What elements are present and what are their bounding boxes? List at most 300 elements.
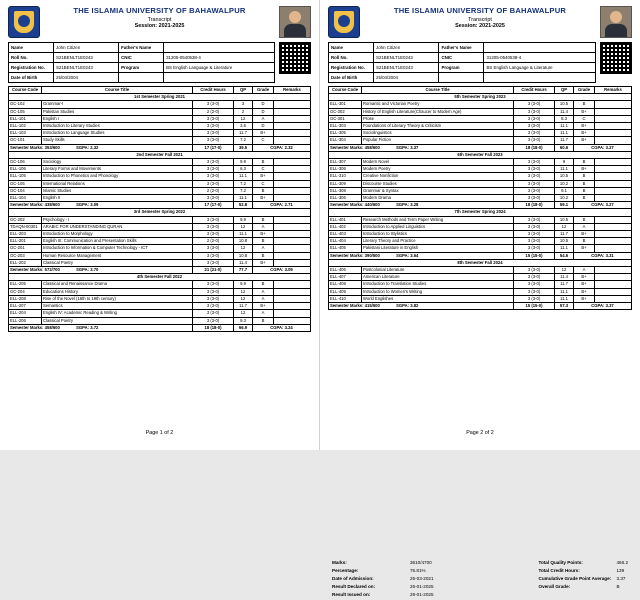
student-info-table [8,42,275,83]
table-cell: Introduction to Phonetics and Phonology [42,173,193,180]
summary-label: Overall Grade: [538,584,571,590]
table-cell: Prose [362,115,514,122]
table-row [329,43,596,53]
table-cell: 3 (3-0) [193,259,234,266]
table-cell [595,245,632,252]
table-cell: ELL-306 [329,195,362,202]
table-cell: 9 [555,159,574,166]
table-cell: ELL-301 [329,101,362,108]
summary-value: 76.81% [410,568,426,574]
table-cell: A [253,310,274,317]
father-value [164,43,275,53]
semester-title: 6th Semester Fall 2023 [329,151,632,158]
table-row [329,231,632,238]
table-cell [274,295,311,302]
table-cell: GC-105 [9,180,42,187]
table-cell: 3 (3-0) [514,216,555,223]
table-cell: ELL-305 [329,130,362,137]
table-cell: Classical Poetry [42,259,193,266]
column-header: Course Code [9,87,42,94]
table-cell: 3 (3-0) [514,281,555,288]
table-cell: 11.4 [234,259,253,266]
table-cell: 11.7 [234,303,253,310]
summary-row [332,592,434,597]
semester-credit-hours: 17 (17-0) [193,144,234,151]
table-cell [595,123,632,130]
table-row [329,180,632,187]
table-cell: 8.3 [555,115,574,122]
table-cell: 10.5 [555,101,574,108]
table-cell: 3 (3-0) [514,123,555,130]
table-cell: 9.1 [555,187,574,194]
table-row [9,53,275,63]
table-row [329,108,632,115]
table-row [329,137,632,144]
page1-header [8,6,311,38]
table-cell: 10.5 [555,216,574,223]
table-row [9,130,311,137]
table-cell: C [253,180,274,187]
table-row [329,238,632,245]
table-cell [274,216,311,223]
table-cell: 11.1 [555,245,574,252]
table-cell: Introduction to Literary Studies [42,123,193,130]
table-cell: 11.1 [234,173,253,180]
table-cell [274,281,311,288]
table-cell: B [574,180,595,187]
table-cell: ARABIC FOR UNDERSTANDING QURAN [42,223,193,230]
table-cell: 11.7 [555,281,574,288]
table-cell: 3 (3-0) [514,223,555,230]
table-cell: Literary Forms and Movements [42,166,193,173]
dob-label: Date of Birth [329,73,374,83]
summary-value: 139 [616,568,625,574]
transcript-label: Transcript [147,17,172,23]
table-cell: 3 (3-0) [193,317,234,324]
qr-code-icon [279,42,311,74]
dob-value: 25/04/2004 [374,73,439,83]
table-row [9,115,311,122]
semester-title: 1st Semester Spring 2021 [9,94,311,101]
table-cell: Pakistan Studies [42,108,193,115]
table-cell: 9.9 [234,216,253,223]
table-cell: B+ [574,137,595,144]
table-cell: Introduction to Translation Studies [362,281,514,288]
table-cell: B+ [574,231,595,238]
table-cell: D [253,123,274,130]
program-value: BS English Language & Literature [484,63,596,73]
semester-marks: Semester Marks: 572/700 SGPA: 3.70 [9,267,193,274]
table-cell [274,166,311,173]
table-cell: Romantic and Victorian Poetry [362,101,514,108]
table-row [9,238,311,245]
table-cell: TDAQN-00301 [9,223,42,230]
table-cell: Introduction to Women's Writing [362,288,514,295]
table-cell: ELL-102 [9,123,42,130]
table-row [9,303,311,310]
roll-label: Roll No. [9,53,54,63]
header-titles [44,6,275,29]
table-cell: B [574,101,595,108]
table-cell: ELL-308 [329,187,362,194]
table-cell: 3 (3-0) [193,166,234,173]
table-cell: 7.2 [234,137,253,144]
semester-credit-hours: 18 (18-0) [514,144,555,151]
registration-value: S21BENLT1E0243 [54,63,119,73]
table-cell: GC-204 [9,288,42,295]
table-cell [595,223,632,230]
table-cell: Islamic Studies [42,187,193,194]
table-cell: ELL-207 [9,303,42,310]
table-cell [274,245,311,252]
table-cell: A [253,223,274,230]
table-cell [595,187,632,194]
table-row [329,63,596,73]
table-cell: 3 (3-0) [193,310,234,317]
table-cell: B+ [574,281,595,288]
table-cell: B+ [574,288,595,295]
table-cell: GC-301 [329,115,362,122]
table-cell: 10.2 [555,195,574,202]
page1-number: Page 1 of 2 [145,430,174,436]
semester-marks: Semester Marks: 458/600 SGPA: 3.72 [9,324,193,331]
table-cell: ELL-202 [9,259,42,266]
summary-row [332,568,434,573]
table-row [329,223,632,230]
page2-student-info [328,42,632,83]
table-row [329,267,632,274]
table-cell [595,159,632,166]
semester-credit-hours: 15 (15-0) [514,303,555,310]
table-cell [274,223,311,230]
table-cell: B+ [574,295,595,302]
table-cell [595,288,632,295]
table-row [9,73,275,83]
semester-credit-hours: 17 (17-0) [193,202,234,209]
cnic-value: 31205-0540538-4 [484,53,596,63]
table-cell: B [253,317,274,324]
table-cell: B+ [574,274,595,281]
table-cell: 3 (3-0) [514,137,555,144]
table-cell: B+ [253,231,274,238]
table-cell: A [574,267,595,274]
table-cell: Postcolonial Literature [362,267,514,274]
father-label: Father's Name [439,43,484,53]
table-cell [274,310,311,317]
table-cell: Modern Novel [362,159,514,166]
table-cell: 3 (3-0) [193,137,234,144]
table-cell: 12 [234,295,253,302]
table-row [329,101,632,108]
semester-title: 5th Semester Spring 2023 [329,94,632,101]
table-cell: B [253,187,274,194]
session-label: Session: 2021-2025 [134,23,185,29]
table-cell: ELL-104 [9,195,42,202]
table-cell: 12 [555,223,574,230]
table-cell: Foundations of Literary Theory & Criticism [362,123,514,130]
summary-value: 466.2 [616,560,628,566]
table-cell: 6.3 [234,166,253,173]
table-cell: 9.9 [234,281,253,288]
table-cell [595,238,632,245]
table-cell [274,252,311,259]
table-cell: 10.5 [555,173,574,180]
summary-row [332,576,434,581]
table-cell: 11.7 [555,137,574,144]
table-row [329,73,596,83]
table-cell [274,137,311,144]
table-cell [595,295,632,302]
table-cell: 11.1 [555,295,574,302]
table-cell: B+ [253,130,274,137]
summary-value: 25-03-2021 [410,576,434,582]
empty-value [164,73,275,83]
table-cell: ELL-310 [329,173,362,180]
table-cell [274,238,311,245]
table-row [329,123,632,130]
semester-cgpa: CGPA: 2.32 [253,144,311,151]
table-cell: 12 [555,267,574,274]
table-cell: ELL-204 [9,310,42,317]
table-cell: Introduction to Stylistics [362,231,514,238]
semester-cgpa: CGPA: 3.27 [574,202,632,209]
table-cell [274,159,311,166]
column-header: Course Title [362,87,514,94]
table-cell: GC-201 [9,245,42,252]
table-cell: Introduction to Applied Linguistics [362,223,514,230]
program-label: Program [119,63,164,73]
table-cell: 10.2 [555,180,574,187]
column-header: QP [555,87,574,94]
table-cell: ELL-201 [9,238,42,245]
table-cell: 3 (3-0) [514,231,555,238]
table-cell [274,195,311,202]
roll-label: Roll No. [329,53,374,63]
table-cell: B+ [253,195,274,202]
table-cell: B [574,195,595,202]
table-cell: D [253,101,274,108]
table-cell: 11.7 [555,231,574,238]
table-cell: 11.4 [555,274,574,281]
table-cell: Semantics [42,303,193,310]
table-cell: B+ [574,245,595,252]
semester-quality-points: 77.7 [234,267,253,274]
table-cell: ELL-409 [329,288,362,295]
table-cell: Modern Poetry [362,166,514,173]
table-cell: 3 (3-0) [193,303,234,310]
table-cell [595,108,632,115]
table-cell [274,288,311,295]
table-cell: 3 (3-0) [193,180,234,187]
table-cell: ELL-405 [329,245,362,252]
table-cell: C [574,115,595,122]
table-row [329,115,632,122]
summary-label: Result Issued on: [332,592,371,598]
transcript-label: Transcript [468,17,492,23]
university-name: THE ISLAMIA UNIVERSITY OF BAHAWALPUR [73,6,246,15]
table-cell: 3 (3-0) [193,281,234,288]
semester-footer-row [329,252,632,259]
registration-label: Registration No. [329,63,374,73]
summary-value: 26-01-2025 [410,584,434,590]
table-row [9,187,311,194]
table-cell: 3 (3-0) [193,195,234,202]
table-cell [274,101,311,108]
table-cell: 12 [234,223,253,230]
table-cell: B [253,281,274,288]
semester-header-row [329,94,632,101]
table-cell: B+ [253,173,274,180]
table-cell: 11.1 [555,130,574,137]
semester-cgpa: CGPA: 3.24 [253,324,311,331]
table-cell: A [253,288,274,295]
table-cell [274,187,311,194]
table-cell: ELL-306 [329,166,362,173]
table-row [9,166,311,173]
table-cell: 3 (3-0) [193,223,234,230]
table-cell: GC-202 [9,216,42,223]
column-header: Remarks [274,87,311,94]
semester-header-row [9,209,311,216]
semester-footer-row [9,267,311,274]
table-cell: ELL-401 [329,216,362,223]
table-cell: 2 (2-0) [193,108,234,115]
semester-credit-hours: 18 (18-0) [193,324,234,331]
table-row [9,259,311,266]
table-cell: 3 (3-0) [193,231,234,238]
table-cell: B [574,238,595,245]
semester-credit-hours: 18 (18-0) [514,202,555,209]
summary-label: Date of Admission: [332,576,374,582]
table-cell: 7.2 [234,187,253,194]
table-cell [274,180,311,187]
table-cell: ELL-203 [9,231,42,238]
table-cell: ELL-407 [329,274,362,281]
table-cell: B+ [253,303,274,310]
table-cell [274,317,311,324]
table-cell: ELL-103 [9,130,42,137]
semester-header-row [9,274,311,281]
table-cell: B [574,216,595,223]
cnic-label: CNIC [439,53,484,63]
table-cell: GC-101 [9,137,42,144]
table-row [329,166,632,173]
table-row [9,310,311,317]
column-header: Credit Hours [514,87,555,94]
column-header: Remarks [595,87,632,94]
summary-label: Marks: [332,560,347,566]
semester-header-row [9,94,311,101]
semester-header-row [329,151,632,158]
table-cell: GC-302 [329,108,362,115]
table-cell: 3 (3-0) [514,130,555,137]
semester-marks: Semester Marks: 415/500 SGPA: 3.82 [329,303,514,310]
transcript-page-2 [320,0,640,598]
table-cell: 3 (3-0) [193,101,234,108]
semester-quality-points: 54.6 [555,252,574,259]
table-cell: 3 (3-0) [193,159,234,166]
table-cell [595,274,632,281]
registration-value: S21BENLT1E0243 [374,63,439,73]
semester-footer-row [9,144,311,151]
empty-label [439,73,484,83]
table-cell: B [253,216,274,223]
table-cell: American Literature [362,274,514,281]
university-crest-icon [8,6,40,38]
table-row [329,53,596,63]
father-value [484,43,596,53]
table-cell: ELL-206 [9,317,42,324]
table-cell: Classical Poetry [42,317,193,324]
column-header: Credit Hours [193,87,234,94]
table-cell: 12 [234,310,253,317]
table-cell: 3 (3-0) [514,115,555,122]
table-header-row [329,87,632,94]
name-label: Name [9,43,54,53]
summary-label: Cumulative Grade Point Average: [538,576,612,582]
table-cell: 11.1 [555,166,574,173]
table-cell: Rise of the Novel (18th to 19th century) [42,295,193,302]
table-cell: 10.5 [555,238,574,245]
table-row [329,195,632,202]
table-row [9,63,275,73]
table-row [329,173,632,180]
table-cell: ELL-410 [329,295,362,302]
table-cell [595,130,632,137]
table-cell: 2 (2-0) [193,187,234,194]
table-cell: ELL-303 [329,123,362,130]
empty-label [119,73,164,83]
table-cell: 3 (3-0) [193,130,234,137]
semester-cgpa: CGPA: 3.37 [574,303,632,310]
table-cell: 3 (3-0) [514,267,555,274]
table-cell [595,115,632,122]
dob-label: Date of Birth [9,73,54,83]
table-row [9,317,311,324]
table-row [9,252,311,259]
semester-credit-hours: 21 (21-0) [193,267,234,274]
semester-footer-row [329,202,632,209]
table-cell: 12 [234,288,253,295]
page1-marks-table [8,86,311,332]
table-cell: 3 (3-0) [514,187,555,194]
table-cell [595,137,632,144]
student-photo-icon [279,6,311,38]
table-cell: 3 (3-0) [514,173,555,180]
table-cell: Grammar & Syntax [362,187,514,194]
table-row [9,195,311,202]
table-row [9,281,311,288]
table-cell: B+ [253,259,274,266]
table-cell: 7.2 [234,180,253,187]
table-cell: ELL-101 [9,115,42,122]
semester-cgpa: CGPA: 2.71 [253,202,311,209]
summary-right [539,560,629,600]
registration-label: Registration No. [9,63,54,73]
table-cell: 3 (3-0) [193,115,234,122]
table-row [9,159,311,166]
table-cell: GC-105 [9,108,42,115]
table-cell: 3 (3-0) [514,108,555,115]
table-cell: C [253,166,274,173]
table-row [9,245,311,252]
summary-label: Total Credit Hours: [538,568,580,574]
name-label: Name [329,43,374,53]
table-cell: 3 (3-0) [193,173,234,180]
table-cell [274,303,311,310]
table-cell: 3 (3-0) [193,295,234,302]
table-cell: ELL-105 [9,173,42,180]
